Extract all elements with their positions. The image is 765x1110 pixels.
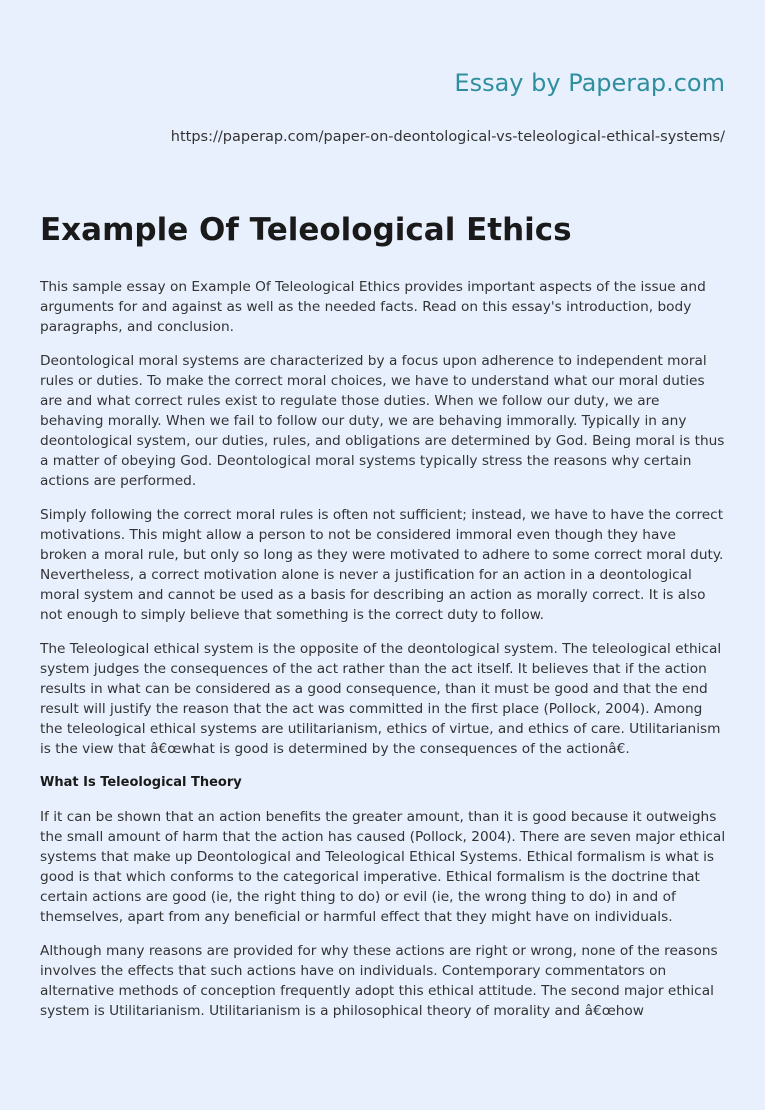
paragraph-benefits: If it can be shown that an action benefits the greater amount, than it is good because it outweighs the small amount of harm that the action has caused (Pollock, 2004). There are seven major ethical systems that make up Deontological and Teleological Ethical Systems. Ethical formalism is what is good is that which conforms to the categorical imperative. Ethical formalism is the doctrine that certain actions are good (ie, the right thing to do) or evil (ie, the wrong thing to do) in and of themselves, apart from any beneficial or harmful effect that they might have on individuals. — [40, 809, 726, 925]
page-title: Example Of Teleological Ethics — [40, 212, 572, 248]
section-heading: What Is Teleological Theory — [40, 775, 242, 790]
source-url[interactable]: https://paperap.com/paper-on-deontological-vs-teleological-ethical-systems/ — [170, 129, 725, 145]
paragraph-deontological: Deontological moral systems are characterized by a focus upon adherence to independent moral rules or duties. To make the correct moral choices, we have to understand what our moral duties are and what correct rules exist to regulate those duties. When we follow our duty, we are behaving morally. When we fail to follow our duty, we are behaving immorally. Typically in any deontological system, our duties, rules, and obligations are determined by God. Being moral is thus a matter of obeying God. Deontological moral systems typically stress the reasons why certain actions are performed. — [40, 353, 725, 489]
paragraph-reasons: Although many reasons are provided for why these actions are right or wrong, none of the reasons involves the effects that such actions have on individuals. Contemporary commentators on alternative methods of conception frequently adopt this ethical attitude. The second major ethical system is Utilitarianism. Utilitarianism is a philosophical theory of morality and â€œhow — [40, 943, 718, 1019]
essay-body — [40, 277, 726, 1035]
paragraph-motivation: Simply following the correct moral rules is often not sufficient; instead, we have to have the correct motivations. This might allow a person to not be considered immoral even though they have broken a moral rule, but only so long as they were motivated to adhere to some correct moral duty. Nevertheless, a correct motivation alone is never a justification for an action in a deontological moral system and cannot be used as a basis for describing an action as morally correct. It is also not enough to simply believe that something is the correct duty to follow. — [40, 507, 724, 623]
paragraph-intro: This sample essay on Example Of Teleological Ethics provides important aspects of the issue and arguments for and against as well as the needed facts. Read on this essay's introduction, body paragraphs, and conclusion. — [40, 279, 706, 335]
site-brand[interactable]: Essay by Paperap.com — [454, 69, 725, 97]
paragraph-teleological: The Teleological ethical system is the opposite of the deontological system. The teleological ethical system judges the consequences of the act rather than the act itself. It believes that if the action results in what can be considered as a good consequence, than it must be good and that the end result will justify the reason that the act was committed in the first place (Pollock, 2004). Among the teleological ethical systems are utilitarianism, ethics of virtue, and ethics of care. Utilitarianism is the view that â€œwhat is good is determined by the consequences of the actionâ€. — [40, 641, 722, 757]
